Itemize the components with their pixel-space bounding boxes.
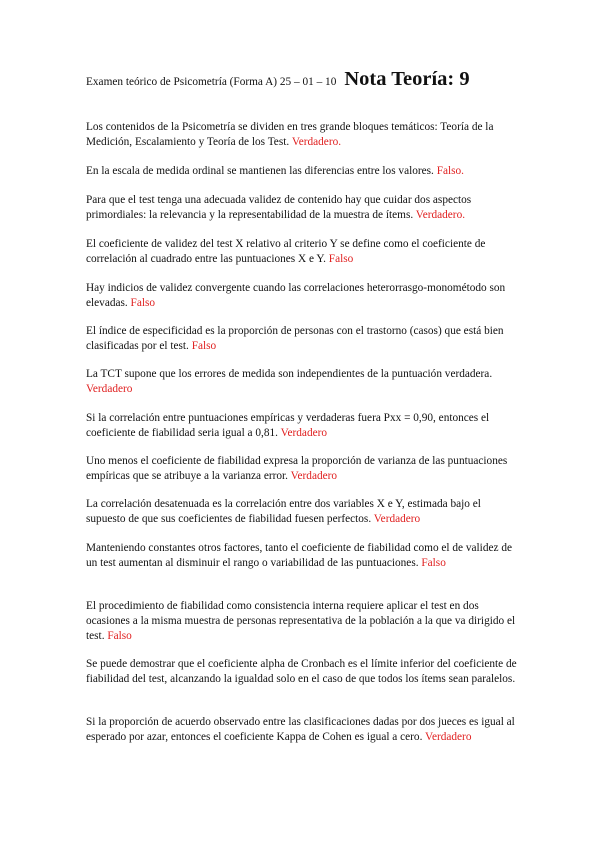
question-answer: Verdadero	[290, 470, 338, 483]
question-answer: Falso	[130, 297, 156, 310]
question-item	[86, 281, 518, 311]
question-statement: Si la correlación entre puntuaciones empíricas y verdaderas fuera Pxx = 0,90, entonces el coeficiente de fiabilidad seria igual a 0,81.	[86, 412, 490, 440]
question-answer: Verdadero	[86, 383, 133, 396]
question-item	[86, 657, 518, 687]
question-answer: Verdadero.	[291, 136, 342, 149]
question-statement: Si la proporción de acuerdo observado entre las clasificaciones dadas por dos jueces es igual al esperado por azar, entonces el coeficiente Kappa de Cohen es igual a cero.	[86, 716, 515, 744]
question-item	[86, 411, 518, 441]
question-item	[86, 599, 518, 645]
question-item	[86, 237, 518, 267]
question-statement: La TCT supone que los errores de medida son independientes de la puntuación verdadera.	[86, 368, 493, 380]
question-item	[86, 367, 518, 397]
question-statement: El procedimiento de fiabilidad como consistencia interna requiere aplicar el test en dos ocasiones a la misma muestra de personas representativa de la población a la que va dirigido el test.	[86, 600, 516, 643]
question-statement: En la escala de medida ordinal se mantienen las diferencias entre los valores.	[86, 165, 434, 177]
question-answer: Falso.	[436, 165, 465, 177]
question-item	[86, 120, 518, 150]
question-statement: El coeficiente de validez del test X relativo al criterio Y se define como el coeficiente de correlación al cuadrado entre las puntuaciones X e Y.	[86, 238, 486, 266]
question-answer: Falso	[191, 340, 217, 353]
question-answer: Falso	[421, 557, 446, 570]
question-item	[86, 164, 518, 179]
question-answer: Verdadero	[280, 427, 328, 440]
question-answer: Verdadero	[425, 731, 472, 744]
question-statement: Para que el test tenga una adecuada validez de contenido hay que cuidar dos aspectos primordiales: la relevancia y la representabilidad de la muestra de ítems.	[86, 194, 472, 222]
exam-header	[86, 68, 586, 90]
question-item	[86, 715, 518, 745]
question-item	[86, 497, 518, 527]
theory-grade: Nota Teoría: 9	[344, 68, 470, 90]
question-statement: La correlación desatenuada es la correlación entre dos variables X e Y, estimada bajo el supuesto de que sus coeficientes de fiabilidad fuesen perfectos.	[86, 498, 481, 526]
question-statement: Se puede demostrar que el coeficiente alpha de Cronbach es el límite inferior del coeficiente de fiabilidad del test, alcanzando la igualdad solo en el caso de que todos los ítems sean paralelos.	[86, 658, 517, 686]
question-statement: Los contenidos de la Psicometría se dividen en tres grande bloques temáticos: Teoría de la Medición, Escalamiento y Teoría de los Test.	[86, 121, 494, 149]
question-item	[86, 324, 518, 354]
question-answer: Verdadero	[373, 513, 421, 526]
question-answer: Falso	[107, 630, 132, 643]
question-statement: El índice de especificidad es la proporción de personas con el trastorno (casos) que está bien clasificadas por el test.	[86, 325, 504, 353]
question-item	[86, 541, 518, 571]
question-answer: Verdadero.	[415, 209, 466, 222]
question-answer: Falso	[328, 253, 354, 266]
question-item	[86, 193, 518, 223]
question-item	[86, 454, 518, 484]
question-statement: Uno menos el coeficiente de fiabilidad expresa la proporción de varianza de las puntuaciones empíricas que se atribuye a la varianza error.	[86, 455, 508, 483]
exam-title: Examen teórico de Psicometría (Forma A) 25 – 01 – 10	[86, 76, 337, 88]
question-statement: Manteniendo constantes otros factores, tanto el coeficiente de fiabilidad como el de validez de un test aumentan al disminuir el rango o variabilidad de las puntuaciones.	[86, 542, 512, 570]
question-statement: Hay indicios de validez convergente cuando las correlaciones heterorrasgo-monométodo son elevadas.	[86, 282, 506, 310]
